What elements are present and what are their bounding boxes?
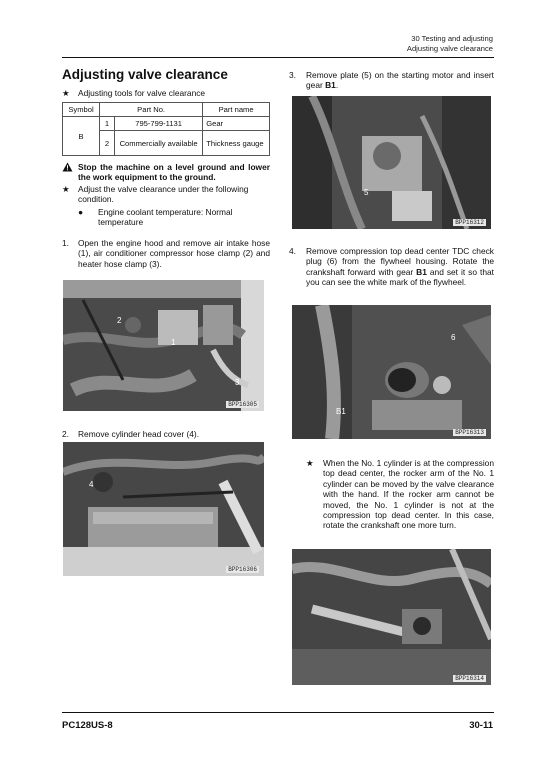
- photo-label: 5: [364, 188, 369, 197]
- photo-engine-hoses: [63, 280, 264, 411]
- photo-cylinder-head: [63, 442, 264, 576]
- step-number: 2.: [62, 429, 69, 439]
- step-text: Remove cylinder head cover (4).: [78, 429, 200, 439]
- note-tdc: ★ When the No. 1 cylinder is at the compression top dead center, the rocker arm of the No. 1 cylinder can be moved by the valve clearance with the hand. If the rocker arm cannot be moved, the No. 1 cylinder is not at the compression top dead center. In this case, rotate the crankshaft one more turn.: [306, 458, 494, 531]
- table-header: Part name: [203, 103, 270, 117]
- table-row: [63, 117, 270, 131]
- tools-table: [62, 102, 270, 156]
- header-rule: [62, 57, 494, 58]
- table-cell-part-no: 795-799-1131: [115, 117, 203, 131]
- footer-rule: [62, 712, 494, 713]
- running-header: [407, 34, 493, 54]
- step-2: [62, 429, 270, 439]
- step-text: Remove compression top dead center TDC check plug (6) from the flywheel housing. Rotate the crankshaft forward with gear B1 and set it so that you can see the white mark of the flywheel.: [306, 246, 494, 288]
- header-section: 30 Testing and adjusting: [411, 34, 493, 43]
- bullet-icon: ●: [78, 207, 84, 217]
- table-cell-num: 2: [100, 131, 115, 156]
- photo-starting-motor: [292, 96, 491, 229]
- step-number: 4.: [289, 246, 296, 256]
- photo-label: 2: [117, 316, 122, 325]
- table-cell-symbol: B: [63, 117, 100, 156]
- photo-label: 1: [171, 338, 176, 347]
- star-icon: ★: [306, 458, 314, 468]
- photo-label: 4: [89, 480, 94, 489]
- photo-label: B1: [336, 407, 346, 416]
- photo-label: 3: [235, 378, 240, 387]
- photo-code: BPP16306: [228, 566, 257, 573]
- table-cell-part-no: Commercially available: [115, 131, 203, 156]
- step-number: 3.: [289, 70, 296, 80]
- table-header: Symbol: [63, 103, 100, 117]
- table-cell-part-name: Gear: [203, 117, 270, 131]
- step-text: Remove plate (5) on the starting motor and insert gear B1.: [306, 70, 494, 91]
- header-subsection: Adjusting valve clearance: [406, 44, 493, 53]
- step-text: Open the engine hood and remove air intake hose (1), air conditioner compressor hose clamp (2) and heater hose clamp (3).: [78, 238, 270, 269]
- step-number: 1.: [62, 238, 69, 248]
- note: ★ Adjust the valve clearance under the following condition.: [62, 184, 249, 205]
- photo-code: BPP16305: [228, 401, 257, 408]
- table-cell-part-name: Thickness gauge: [203, 131, 270, 156]
- table-header-row: [63, 103, 270, 117]
- star-icon: ★: [62, 184, 70, 194]
- photo-code: BPP16314: [455, 675, 484, 682]
- photo-flywheel-housing: [292, 305, 491, 439]
- star-icon: ★: [62, 88, 70, 98]
- table-header: Part No.: [100, 103, 203, 117]
- tools-intro: ★ Adjusting tools for valve clearance: [62, 88, 206, 98]
- step-1: [62, 238, 270, 269]
- condition: ● Engine coolant temperature: Normal temperature: [78, 207, 233, 228]
- step-4: [289, 246, 494, 288]
- warning-triangle-icon: [62, 162, 73, 174]
- photo-label: 6: [451, 333, 456, 342]
- table-cell-num: 1: [100, 117, 115, 131]
- footer-model: PC128US-8: [62, 720, 113, 731]
- photo-code: BPP16312: [455, 219, 484, 226]
- photo-rocker-arm: [292, 549, 491, 685]
- step-3: [289, 70, 494, 91]
- photo-code: BPP16313: [455, 429, 484, 436]
- footer-page-number: 30-11: [469, 720, 493, 731]
- warning: Stop the machine on a level ground and lower the work equipment to the ground.: [62, 162, 270, 183]
- page-title: Adjusting valve clearance: [62, 67, 228, 82]
